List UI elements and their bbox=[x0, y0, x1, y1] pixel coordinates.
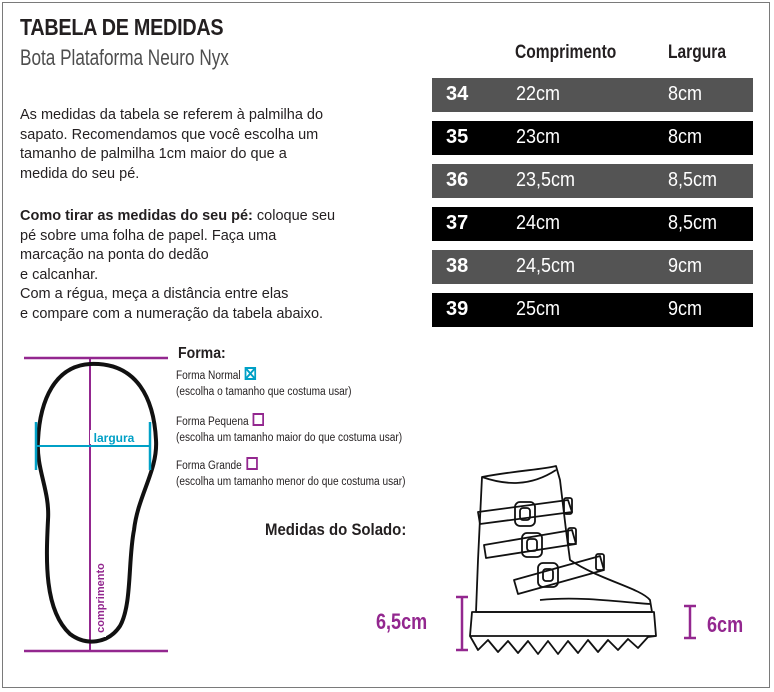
howto-line: pé sobre uma folha de papel. Faça uma bbox=[20, 227, 277, 244]
width-label: largura bbox=[93, 431, 135, 445]
length-cell: 23cm bbox=[516, 126, 561, 148]
length-cell: 25cm bbox=[516, 298, 561, 320]
howto-line: e compare com a numeração da tabela abaixo. bbox=[20, 305, 324, 322]
forma-option-note: (escolha um tamanho maior do que costuma usar) bbox=[176, 432, 403, 444]
page-title: TABELA DE MEDIDAS bbox=[20, 14, 224, 40]
size-cell: 35 bbox=[446, 126, 469, 148]
intro-line: sapato. Recomendamos que você escolha um bbox=[20, 126, 319, 143]
size-cell: 36 bbox=[446, 169, 469, 191]
length-cell: 24,5cm bbox=[516, 255, 576, 277]
forma-option-label: Forma Normal bbox=[176, 370, 241, 382]
forma-option-note: (escolha um tamanho menor do que costuma usar) bbox=[176, 476, 406, 488]
size-cell: 37 bbox=[446, 212, 469, 234]
width-cell: 9cm bbox=[668, 298, 703, 320]
front-height-label: 6cm bbox=[707, 612, 744, 637]
length-cell: 23,5cm bbox=[516, 169, 576, 191]
forma-option-label: Forma Pequena bbox=[176, 416, 249, 428]
size-cell: 39 bbox=[446, 298, 469, 320]
width-cell: 8cm bbox=[668, 126, 703, 148]
forma-option-label: Forma Grande bbox=[176, 460, 242, 472]
intro-line: As medidas da tabela se referem à palmilha do bbox=[20, 107, 324, 123]
width-cell: 9cm bbox=[668, 255, 703, 277]
intro-line: tamanho de palmilha 1cm maior do que a bbox=[20, 146, 287, 162]
howto-line: marcação na ponta do dedão bbox=[20, 247, 209, 263]
howto-line: coloque seu bbox=[252, 208, 336, 224]
width-cell: 8cm bbox=[668, 83, 703, 105]
intro-line: medida do seu pé. bbox=[20, 165, 140, 182]
howto-line: Com a régua, meça a distância entre elas bbox=[20, 286, 289, 302]
length-cell: 22cm bbox=[516, 83, 561, 105]
howto-heading: Como tirar as medidas do seu pé: bbox=[20, 208, 253, 224]
sole-measures-title: Medidas do Solado: bbox=[265, 520, 407, 539]
width-cell: 8,5cm bbox=[668, 212, 718, 234]
product-name: Bota Plataforma Neuro Nyx bbox=[20, 45, 229, 70]
rear-height-label: 6,5cm bbox=[376, 609, 428, 634]
forma-option-note: (escolha o tamanho que costuma usar) bbox=[176, 386, 352, 398]
size-cell: 34 bbox=[446, 83, 469, 105]
size-cell: 38 bbox=[446, 255, 469, 277]
length-label: comprimento bbox=[95, 563, 107, 633]
forma-title: Forma: bbox=[178, 345, 226, 362]
howto-line: e calcanhar. bbox=[20, 266, 99, 283]
length-cell: 24cm bbox=[516, 212, 561, 234]
width-cell: 8,5cm bbox=[668, 169, 718, 191]
column-header-width: Largura bbox=[668, 42, 727, 63]
column-header-length: Comprimento bbox=[515, 42, 617, 63]
